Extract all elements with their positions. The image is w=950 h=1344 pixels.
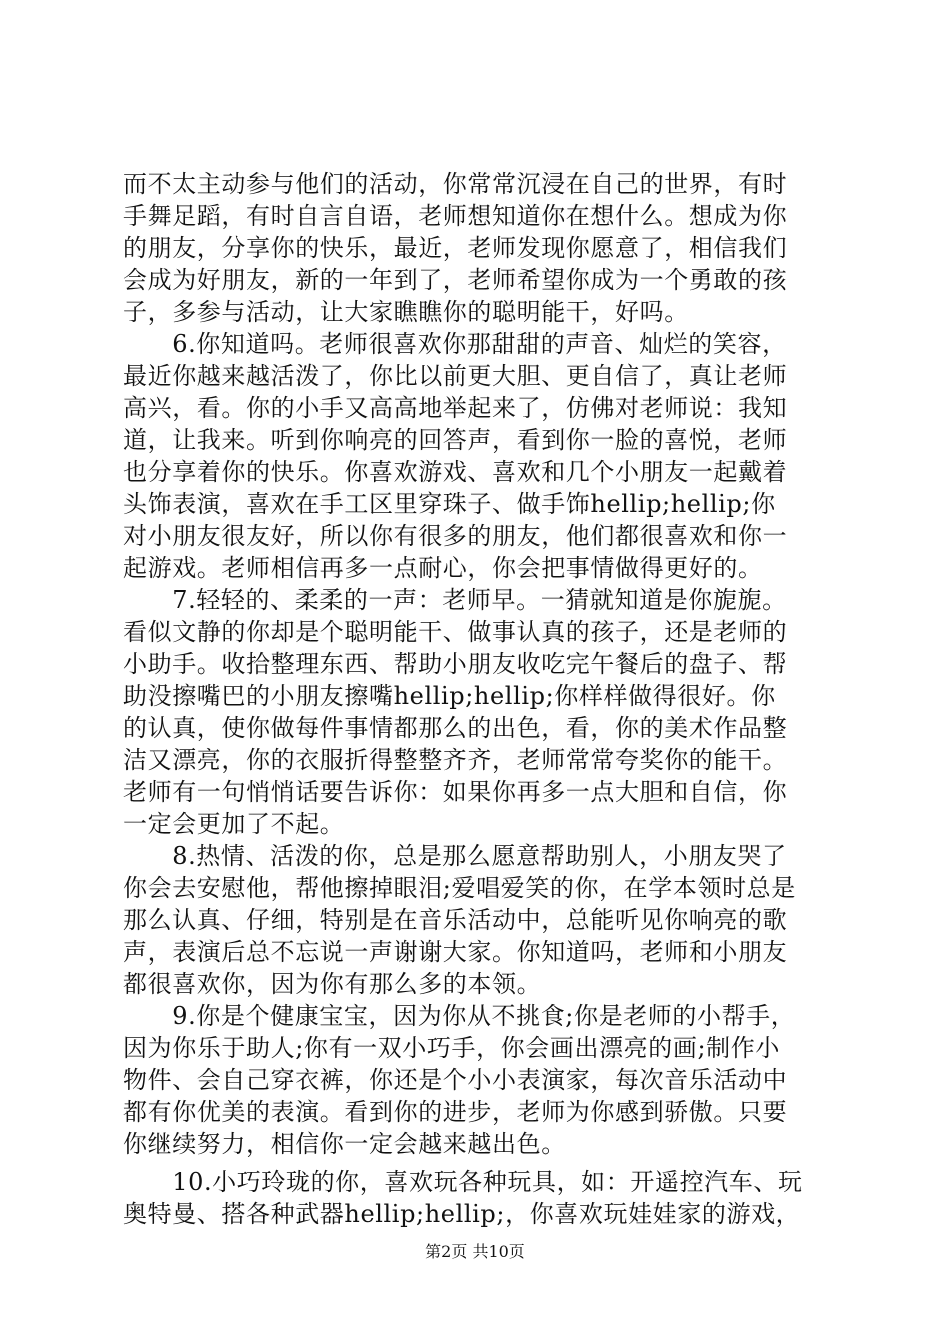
text-line: 老师有一句悄悄话要告诉你：如果你再多一点大胆和自信，你 <box>123 778 788 806</box>
text-line: 你会去安慰他，帮他擦掉眼泪;爱唱爱笑的你，在学本领时总是 <box>123 874 796 902</box>
text-line: 小助手。收拾整理东西、帮助小朋友收吃完午餐后的盘子、帮 <box>123 650 788 678</box>
text-line: 手舞足蹈，有时自言自语，老师想知道你在想什么。想成为你 <box>123 202 788 230</box>
text-line: 奥特曼、搭各种武器hellip;hellip;，你喜欢玩娃娃家的游戏， <box>123 1200 801 1228</box>
text-line: 助没擦嘴巴的小朋友擦嘴hellip;hellip;你样样做得很好。你 <box>123 682 776 710</box>
text-line: 起游戏。老师相信再多一点耐心，你会把事情做得更好的。 <box>123 554 763 582</box>
paragraph-start-line: 7.轻轻的、柔柔的一声：老师早。一猜就知道是你旎旎。 <box>123 586 787 614</box>
text-line: 高兴，看。你的小手又高高地举起来了，仿佛对老师说：我知 <box>123 394 788 422</box>
text-line: 那么认真、仔细，特别是在音乐活动中，总能听见你响亮的歌 <box>123 906 788 934</box>
text-line: 物件、会自己穿衣裤，你还是个小小表演家，每次音乐活动中 <box>123 1066 788 1094</box>
page-number-footer: 第2页 共10页 <box>425 1242 525 1261</box>
text-line: 头饰表演，喜欢在手工区里穿珠子、做手饰hellip;hellip;你 <box>123 490 776 518</box>
text-line: 你继续努力，相信你一定会越来越出色。 <box>123 1130 566 1158</box>
text-line: 都很喜欢你，因为你有那么多的本领。 <box>123 970 542 998</box>
text-line: 洁又漂亮，你的衣服折得整整齐齐，老师常常夸奖你的能干。 <box>123 746 788 774</box>
paragraph-start-line: 6.你知道吗。老师很喜欢你那甜甜的声音、灿烂的笑容， <box>123 330 787 358</box>
text-line: 子，多参与活动，让大家瞧瞧你的聪明能干，好吗。 <box>123 298 689 326</box>
paragraph-start-line: 10.小巧玲珑的你，喜欢玩各种玩具，如：开遥控汽车、玩 <box>123 1168 803 1196</box>
text-line: 而不太主动参与他们的活动，你常常沉浸在自己的世界，有时 <box>123 170 788 198</box>
body-text <box>123 168 839 1230</box>
paragraph-start-line: 8.热情、活泼的你，总是那么愿意帮助别人，小朋友哭了 <box>123 842 787 870</box>
text-line: 会成为好朋友，新的一年到了，老师希望你成为一个勇敢的孩 <box>123 266 788 294</box>
text-line: 也分享着你的快乐。你喜欢游戏、喜欢和几个小朋友一起戴着 <box>123 458 788 486</box>
text-line: 对小朋友很友好，所以你有很多的朋友，他们都很喜欢和你一 <box>123 522 788 550</box>
text-line: 的认真，使你做每件事情都那么的出色，看，你的美术作品整 <box>123 714 788 742</box>
text-line: 声，表演后总不忘说一声谢谢大家。你知道吗，老师和小朋友 <box>123 938 788 966</box>
text-line: 看似文静的你却是个聪明能干、做事认真的孩子，还是老师的 <box>123 618 788 646</box>
text-line: 一定会更加了不起。 <box>123 810 345 838</box>
text-line: 最近你越来越活泼了，你比以前更大胆、更自信了，真让老师 <box>123 362 788 390</box>
text-line: 都有你优美的表演。看到你的进步，老师为你感到骄傲。只要 <box>123 1098 788 1126</box>
paragraph-start-line: 9.你是个健康宝宝，因为你从不挑食;你是老师的小帮手， <box>123 1002 796 1030</box>
text-line: 的朋友，分享你的快乐，最近，老师发现你愿意了，相信我们 <box>123 234 788 262</box>
text-line: 因为你乐于助人;你有一双小巧手，你会画出漂亮的画;制作小 <box>123 1034 780 1062</box>
text-line: 道，让我来。听到你响亮的回答声，看到你一脸的喜悦，老师 <box>123 426 788 454</box>
